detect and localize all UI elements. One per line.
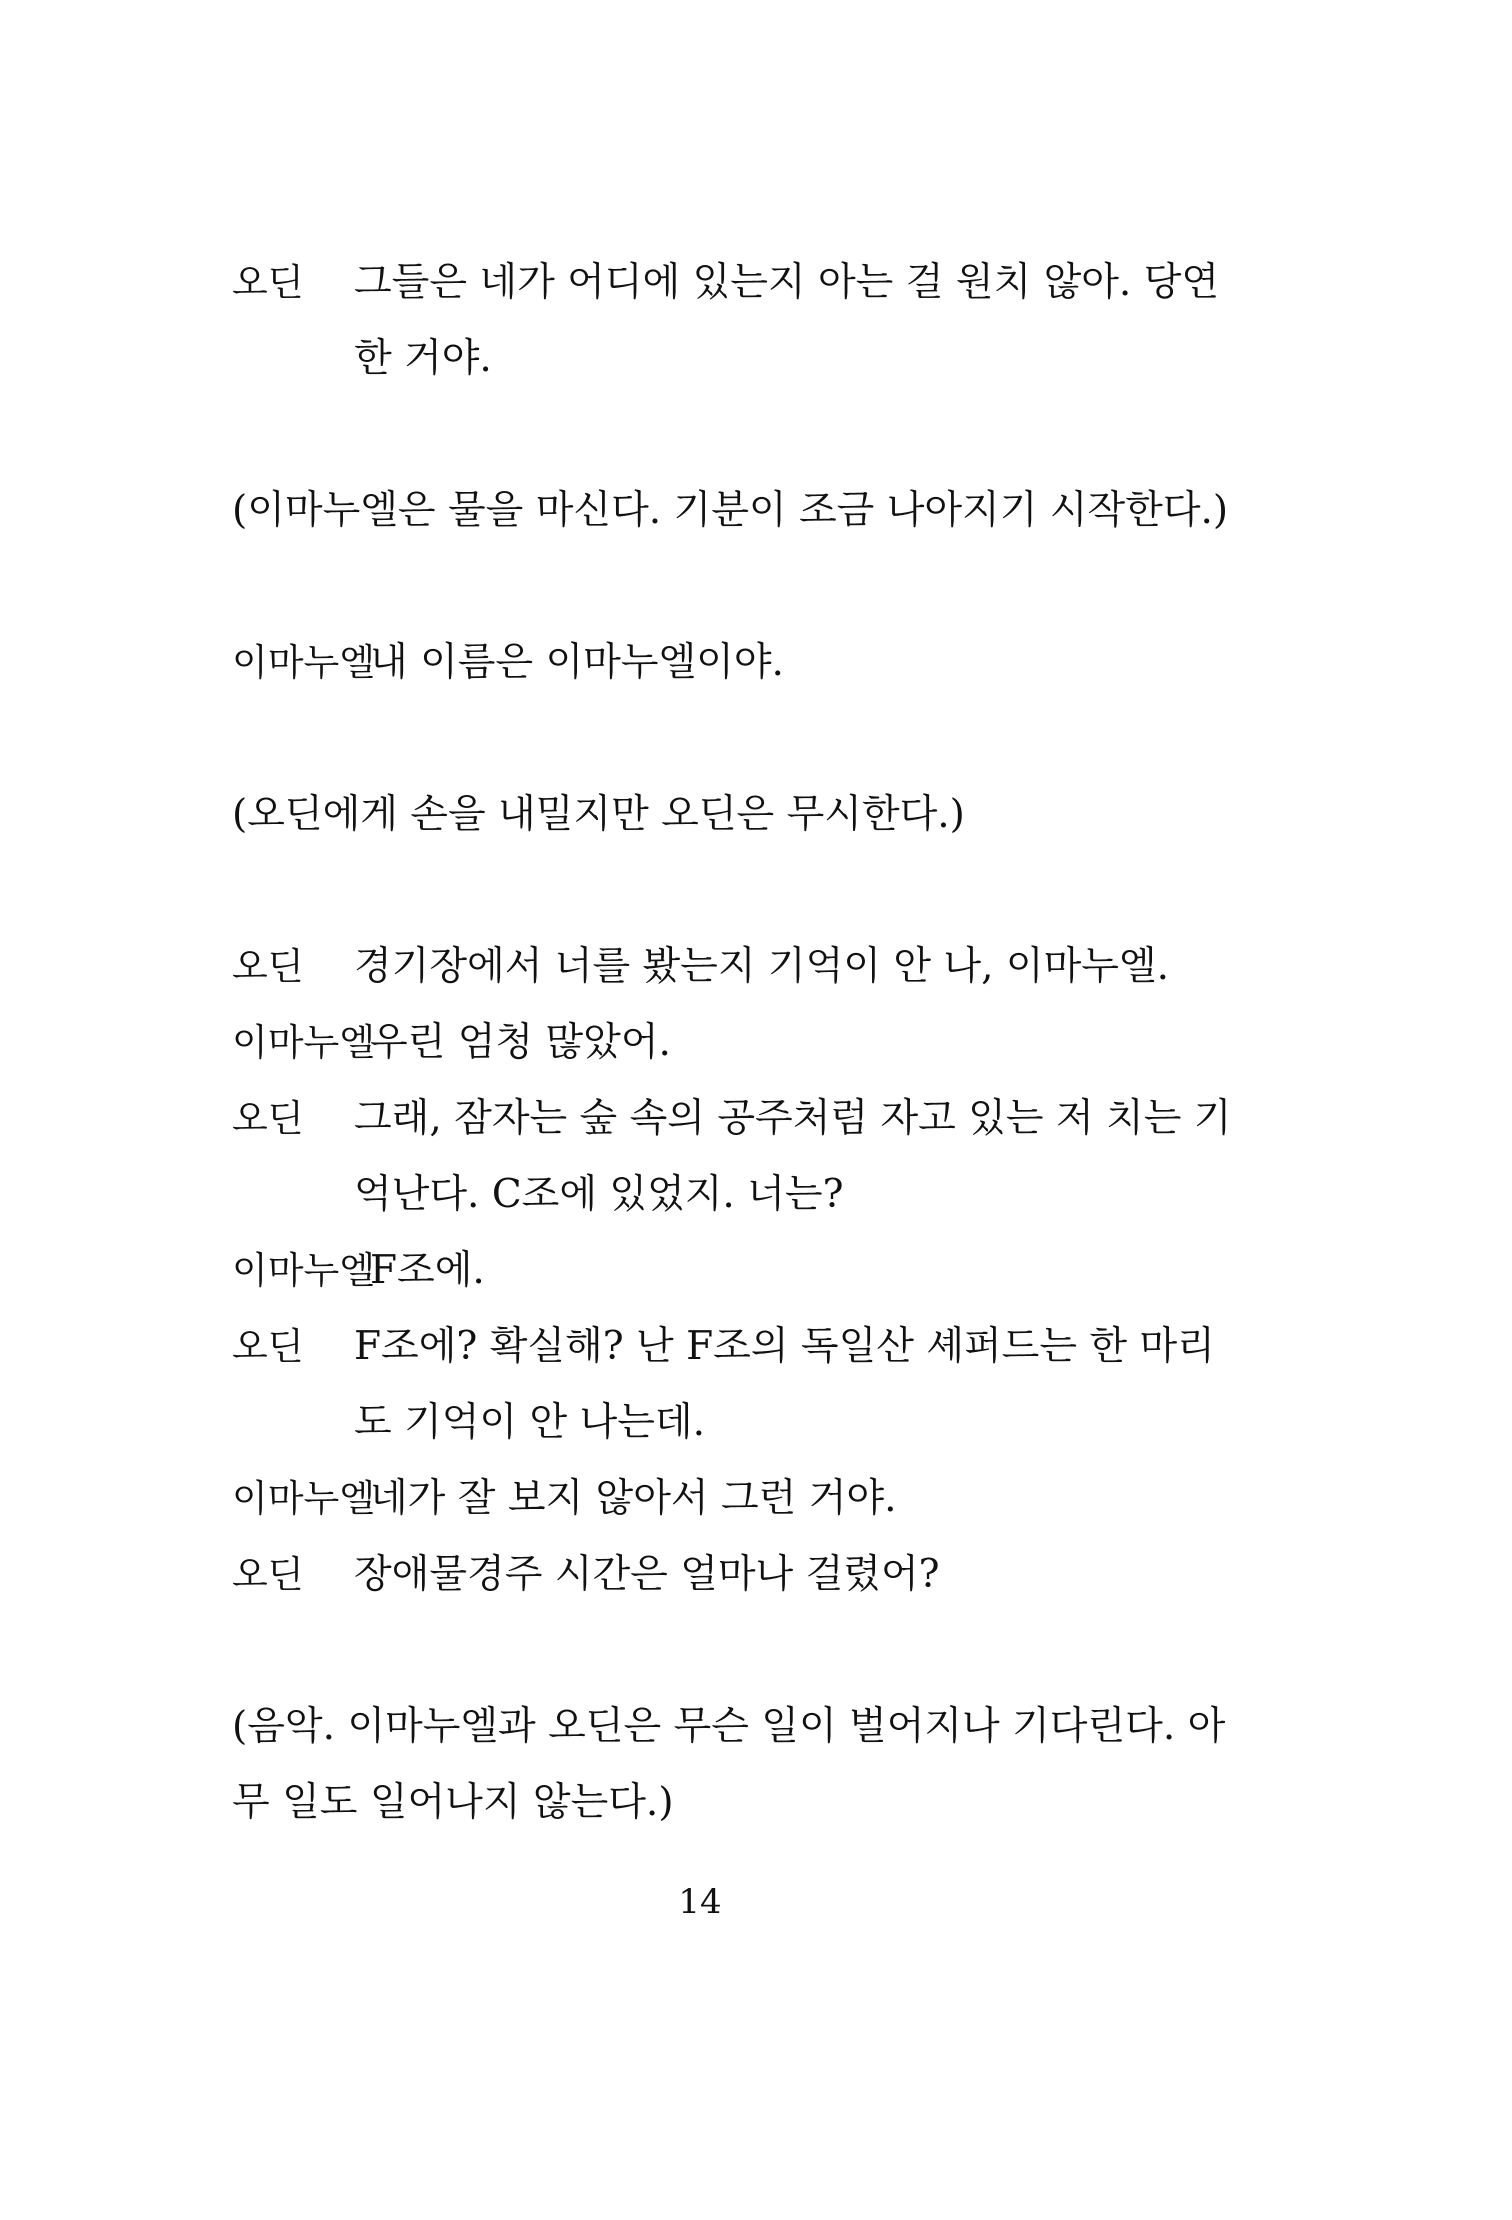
dialogue-text: 내 이름은 이마누엘이야.: [370, 640, 784, 685]
speaker-name: 오딘: [232, 1325, 304, 1368]
stage-direction: [232, 777, 1242, 853]
stage-direction-text: (이마누엘은 물을 마신다. 기분이 조금 나아지기 시작한다.): [232, 488, 1229, 533]
speaker-name: 오딘: [232, 1097, 304, 1140]
speaker-name: 오딘: [232, 945, 304, 988]
dialogue-text: 도 기억이 안 나는데.: [354, 1400, 705, 1445]
dialogue-text: 네가 잘 보지 않아서 그런 거야.: [370, 1476, 897, 1521]
dialogue-text: F조에.: [370, 1248, 485, 1293]
dialogue-text: 억난다. C조에 있었지. 너는?: [354, 1172, 844, 1217]
dialogue-line: [232, 1081, 1242, 1157]
speaker-name: 이마누엘: [232, 1477, 375, 1520]
speaker-name: 오딘: [232, 261, 304, 304]
dialogue-continuation: [232, 321, 1242, 397]
dialogue-continuation: [232, 1385, 1242, 1461]
dialogue-text: 경기장에서 너를 봤는지 기억이 안 나, 이마누엘.: [354, 944, 1169, 989]
dialogue-line: [232, 1005, 1242, 1081]
dialogue-continuation: [232, 1157, 1242, 1233]
dialogue-line: [232, 245, 1242, 321]
script-body: [232, 245, 1242, 1841]
dialogue-line: [232, 625, 1242, 701]
dialogue-text: 장애물경주 시간은 얼마나 걸렸어?: [354, 1552, 940, 1597]
speaker-name: 이마누엘: [232, 1021, 375, 1064]
stage-direction: [232, 473, 1242, 549]
stage-direction: [232, 1765, 1242, 1841]
dialogue-line: [232, 1461, 1242, 1537]
dialogue-text: 우린 엄청 많았어.: [370, 1020, 671, 1065]
stage-direction: [232, 1689, 1242, 1765]
dialogue-text: 그들은 네가 어디에 있는지 아는 걸 원치 않아. 당연: [354, 260, 1220, 305]
stage-direction-text: 무 일도 일어나지 않는다.): [232, 1780, 674, 1825]
speaker-name: 이마누엘: [232, 1249, 375, 1292]
stage-direction-text: (오딘에게 손을 내밀지만 오딘은 무시한다.): [232, 792, 965, 837]
speaker-name: 이마누엘: [232, 641, 375, 684]
dialogue-text: 그래, 잠자는 숲 속의 공주처럼 자고 있는 저 치는 기: [354, 1096, 1232, 1141]
dialogue-text: 한 거야.: [354, 336, 492, 381]
stage-direction-text: (음악. 이마누엘과 오딘은 무슨 일이 벌어지나 기다린다. 아: [232, 1704, 1226, 1749]
dialogue-text: F조에? 확실해? 난 F조의 독일산 셰퍼드는 한 마리: [354, 1324, 1215, 1369]
page-number: 14: [678, 1882, 722, 1922]
dialogue-line: [232, 1537, 1242, 1613]
dialogue-line: [232, 1233, 1242, 1309]
speaker-name: 오딘: [232, 1553, 304, 1596]
dialogue-line: [232, 929, 1242, 1005]
dialogue-line: [232, 1309, 1242, 1385]
